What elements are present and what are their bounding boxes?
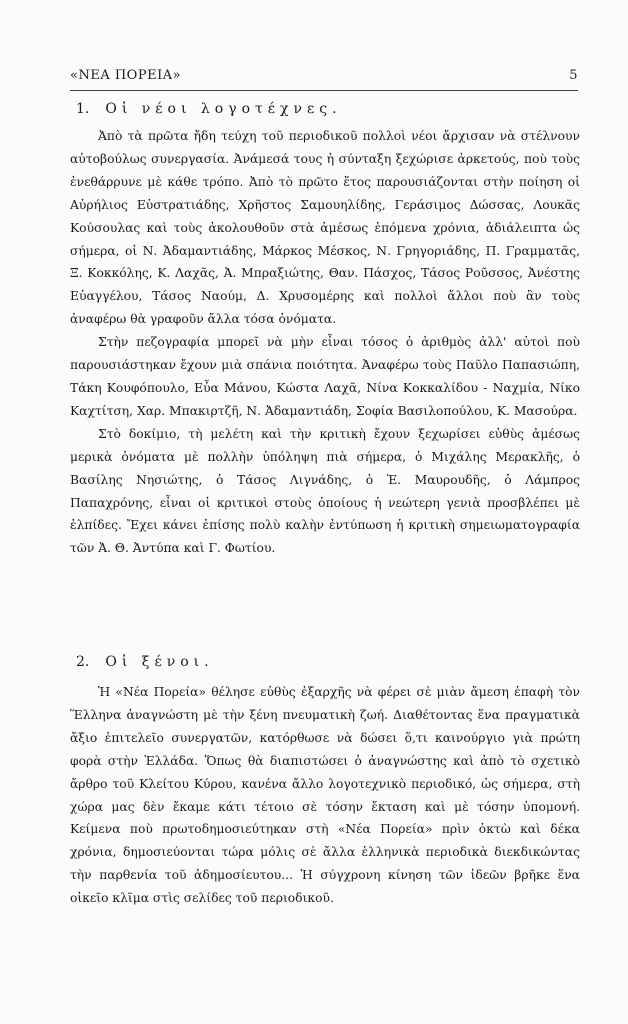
paragraph: Στὴν πεζογραφία μπορεῖ νὰ μὴν εἶναι τόσος ὁ ἀριθμὸς ἀλλ' αὐτοὶ ποὺ παρουσιάστηκαν ἔχουν μιὰ σπάνια ποιότητα. Ἀναφέρω τοὺς Παῦλο Παπασιώπη, Τάκη Κουφόπουλο, Εὖα Μάνου, Κώστα Λαχᾶ, Νίνα Κοκκαλίδου - Ναχμία, Νίκο Καχτίτση, Χαρ. Μπακιρτζῆ, Ν. Ἀδαμαντιάδη, Σοφία Βασιλοπούλου, Κ. Μασούρα. — [70, 335, 580, 418]
section-number: 2. — [76, 654, 90, 670]
section-body-1 — [70, 125, 580, 560]
header-rule — [70, 90, 578, 91]
section-heading-1 — [76, 101, 342, 117]
section-title: Οἱ ξένοι. — [105, 654, 214, 670]
running-header — [70, 68, 578, 83]
journal-title: «ΝΕΑ ΠΟΡΕΙΑ» — [70, 68, 182, 83]
page-number: 5 — [569, 68, 578, 83]
section-number: 1. — [76, 101, 90, 117]
paragraph: Ἡ «Νέα Πορεία» θέλησε εὐθὺς ἐξαρχῆς νὰ φέρει σὲ μιὰν ἄμεση ἐπαφὴ τὸν Ἕλληνα ἀναγνώστη μὲ τὴν ξένη πνευματικὴ ζωή. Διαθέτοντας ἕνα πραγματικὰ ἄξιο ἐπιτελεῖο συνεργατῶν, κατόρθωσε νὰ δώσει ὅ,τι καινούργιο γιὰ πρώτη φορὰ στὴν Ἑλλάδα. Ὅπως θὰ διαπιστώσει ὁ ἀναγνώστης καὶ ἀπὸ τὸ σχετικὸ ἄρθρο τοῦ Κλείτου Κύρου, κανένα ἄλλο λογοτεχνικὸ περιοδικό, ὡς σήμερα, στὴ χώρα μας δὲν ἔκαμε κάτι τέτοιο σὲ τόσην ἔκταση καὶ μὲ τόσην ὑπομονή. Κείμενα ποὺ πρωτοδημοσιεύτηκαν στὴ «Νέα Πορεία» πρὶν ὀκτὼ καὶ δέκα χρόνια, δημοσιεύονται τώρα μόλις σὲ ἄλλα ἑλληνικὰ περιοδικὰ διεκδικώντας τὴν παρθενία τοῦ ἀδημοσίευτου... Ἡ σύγχρονη κίνηση τῶν ἰδεῶν βρῆκε ἕνα οἰκεῖο κλῖμα στὶς σελίδες τοῦ περιοδικοῦ. — [70, 685, 580, 906]
paragraph: Στὸ δοκίμιο, τὴ μελέτη καὶ τὴν κριτικὴ ἔχουν ξεχωρίσει εὐθὺς ἀμέσως μερικὰ ὀνόματα μὲ πολλὴν ὑπόληψη πιὰ σήμερα, ὁ Μιχάλης Μερακλῆς, ὁ Βασίλης Νησιώτης, ὁ Τάσος Λιγνάδης, ὁ Ἐ. Μαυρουδῆς, ὁ Λάμπρος Παπαχρόνης, εἶναι οἱ κριτικοὶ στοὺς ὁποίους ἡ νεώτερη γενιὰ προσβλέπει μὲ ἐλπίδες. Ἔχει κάνει ἐπίσης πολὺ καλὴν ἐντύπωση ἡ κριτικὴ σημειωματογραφία τῶν Ἀ. Θ. Ἀντύπα καὶ Γ. Φωτίου. — [70, 426, 580, 556]
section-heading-2 — [76, 654, 214, 670]
section-title: Οἱ νέοι λογοτέχνες. — [105, 101, 342, 117]
paragraph: Ἀπὸ τὰ πρῶτα ἤδη τεύχη τοῦ περιοδικοῦ πολλοὶ νέοι ἄρχισαν νὰ στέλνουν αὐτοβούλως συνεργασία. Ἀνάμεσά τους ἡ σύνταξη ξεχώρισε ἀρκετούς, ποὺ τοὺς ἐνεθάρρυνε μὲ κάθε τρόπο. Ἀπὸ τὸ πρῶτο ἔτος παρουσιάζονται στὴν ποίηση οἱ Αὐρήλιος Εὐστρατιάδης, Χρῆστος Σαμουηλίδης, Γεράσιμος Δώσσας, Λουκᾶς Κούσουλας καὶ τοὺς ἀκολουθοῦν στὰ ἀμέσως ἑπόμενα χρόνια, ἀδιάλειπτα ὡς σήμερα, οἱ Ν. Ἀδαμαντιάδης, Μάρκος Μέσκος, Ν. Γρηγοριάδης, Π. Γραμματᾶς, Ξ. Κοκκόλης, Κ. Λαχᾶς, Ἀ. Μπραξιώτης, Θαν. Πάσχος, Τάσος Ροῦσσος, Ἀνέστης Εὐαγγέλου, Τάσος Ναούμ, Δ. Χρυσομέρης καὶ πολλοὶ ἄλλοι ποὺ ἂν τοὺς ἀναφέρω θὰ γραφοῦν ἄλλα τόσα ὀνόματα. — [70, 129, 580, 327]
section-body-2 — [70, 681, 580, 910]
